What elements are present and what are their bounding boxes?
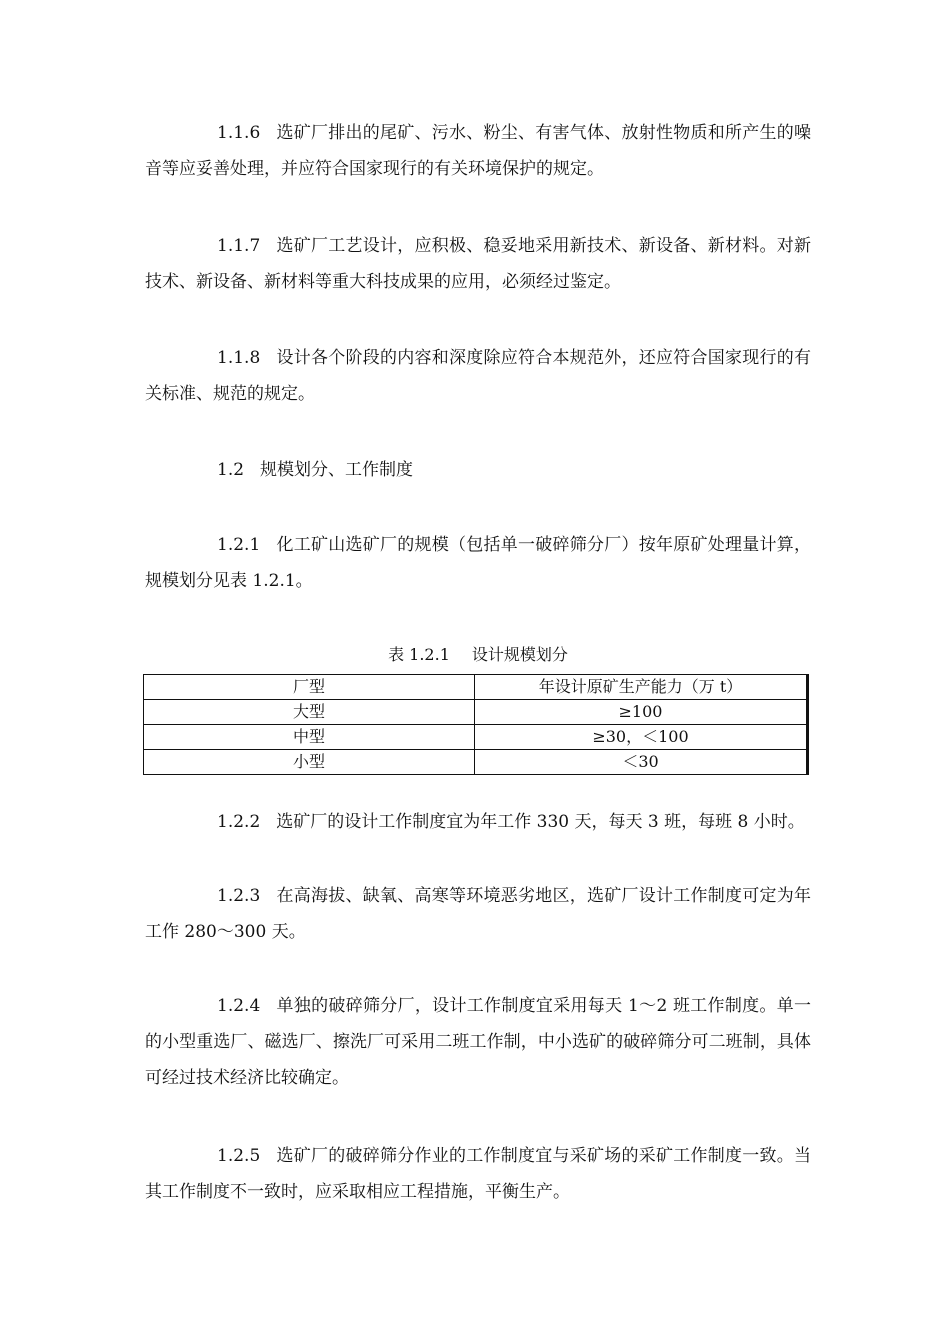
- table-caption-title: 设计规模划分: [471, 645, 568, 664]
- clause-number: 1.1.6: [217, 123, 261, 143]
- clause-text: 选矿厂工艺设计，应积极、稳妥地采用新技术、新设备、新材料。对新技术、新设备、新材料等重大科技成果的应用，必须经过鉴定。: [145, 236, 811, 292]
- clause-1-2-1: [145, 527, 811, 599]
- clause-text: 单独的破碎筛分厂，设计工作制度宜采用每天 1～2 班工作制度。单一的小型重选厂、磁选厂、擦洗厂可采用二班工作制，中小选矿的破碎筛分可二班制，具体可经过技术经济比较确定。: [145, 996, 811, 1088]
- clause-text: 选矿厂的破碎筛分作业的工作制度宜与采矿场的采矿工作制度一致。当其工作制度不一致时，应采取相应工程措施，平衡生产。: [145, 1146, 811, 1202]
- table-caption: [145, 643, 811, 667]
- clause-number: 1.2.1: [217, 535, 261, 555]
- clause-text: 设计各个阶段的内容和深度除应符合本规范外，还应符合国家现行的有关标准、规范的规定。: [145, 348, 811, 404]
- clause-number: 1.1.8: [217, 348, 261, 368]
- section-heading-1-2: [145, 452, 811, 488]
- clause-text: 选矿厂排出的尾矿、污水、粉尘、有害气体、放射性物质和所产生的噪音等应妥善处理，并应符合国家现行的有关环境保护的规定。: [145, 123, 811, 179]
- table-cell: ≥100: [475, 700, 808, 725]
- table-cell: 小型: [144, 750, 475, 775]
- table-cell: ≥30，＜100: [475, 725, 808, 750]
- clause-number: 1.2.5: [217, 1146, 261, 1166]
- section-title: 规模划分、工作制度: [260, 460, 414, 480]
- table-cell: 大型: [144, 700, 475, 725]
- clause-number: 1.2.2: [217, 812, 261, 832]
- table-header-cell: 厂型: [144, 675, 475, 700]
- table-cell: ＜30: [475, 750, 808, 775]
- table-row: [144, 700, 808, 725]
- clause-1-1-6: [145, 115, 811, 187]
- table-caption-label: 表 1.2.1: [388, 645, 450, 664]
- clause-number: 1.2.4: [217, 996, 261, 1016]
- clause-1-1-8: [145, 340, 811, 412]
- table-header-cell: 年设计原矿生产能力（万 t）: [475, 675, 808, 700]
- table-row: [144, 750, 808, 775]
- clause-number: 1.1.7: [217, 236, 261, 256]
- clause-1-2-5: [145, 1138, 811, 1210]
- clause-1-1-7: [145, 228, 811, 300]
- table-header-row: [144, 675, 808, 700]
- clause-text: 化工矿山选矿厂的规模（包括单一破碎筛分厂）按年原矿处理量计算，规模划分见表 1.2.1。: [145, 535, 811, 591]
- clause-text: 选矿厂的设计工作制度宜为年工作 330 天，每天 3 班，每班 8 小时。: [276, 812, 805, 832]
- table-row: [144, 725, 808, 750]
- clause-number: 1.2.3: [217, 886, 261, 906]
- clause-text: 在高海拔、缺氧、高寒等环境恶劣地区，选矿厂设计工作制度可定为年工作 280～300 天。: [145, 886, 811, 942]
- clause-1-2-3: [145, 878, 811, 950]
- scale-classification-table: [143, 674, 809, 775]
- clause-1-2-4: [145, 988, 811, 1096]
- section-number: 1.2: [217, 460, 245, 480]
- table-cell: 中型: [144, 725, 475, 750]
- clause-1-2-2: [145, 804, 811, 840]
